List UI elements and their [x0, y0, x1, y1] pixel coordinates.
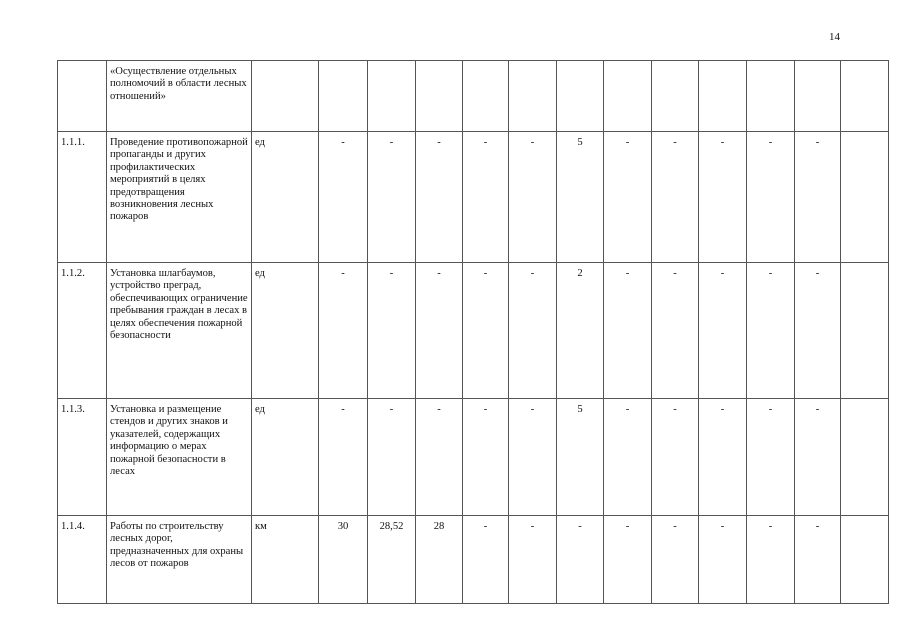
- value-cell: [747, 61, 795, 132]
- value-cell: -: [795, 399, 841, 516]
- value-cell: -: [509, 132, 557, 263]
- value-cell: -: [509, 399, 557, 516]
- value-cell: 5: [557, 132, 604, 263]
- value-cell: -: [463, 399, 509, 516]
- row-name-cell: Установка шлагбаумов, устройство преград, обеспечивающих ограничение пребывания граждан в лесах в целях обеспечения пожарной безопасности: [107, 263, 252, 399]
- value-cell: -: [319, 399, 368, 516]
- value-cell: -: [604, 516, 652, 604]
- table-row: [58, 132, 889, 263]
- value-cell: [509, 61, 557, 132]
- row-name-cell: Проведение противопожарной пропаганды и других профилактических мероприятий в целях предотвращения возникновения лесных пожаров: [107, 132, 252, 263]
- value-cell: -: [747, 399, 795, 516]
- value-cell: 28,52: [368, 516, 416, 604]
- value-cell: [841, 263, 889, 399]
- value-cell: -: [463, 263, 509, 399]
- value-cell: -: [699, 399, 747, 516]
- value-cell: -: [747, 516, 795, 604]
- value-cell: -: [652, 516, 699, 604]
- value-cell: [841, 516, 889, 604]
- value-cell: -: [416, 263, 463, 399]
- table-row: [58, 516, 889, 604]
- value-cell: -: [699, 263, 747, 399]
- value-cell: -: [557, 516, 604, 604]
- value-cell: [841, 399, 889, 516]
- page-number: 14: [829, 31, 840, 43]
- row-unit-cell: км: [252, 516, 319, 604]
- value-cell: [652, 61, 699, 132]
- value-cell: -: [604, 132, 652, 263]
- value-cell: -: [699, 132, 747, 263]
- value-cell: -: [368, 263, 416, 399]
- row-name-cell: Работы по строительству лесных дорог, предназначенных для охраны лесов от пожаров: [107, 516, 252, 604]
- value-cell: -: [795, 263, 841, 399]
- value-cell: -: [699, 516, 747, 604]
- row-number-cell: 1.1.4.: [58, 516, 107, 604]
- value-cell: -: [795, 516, 841, 604]
- value-cell: 30: [319, 516, 368, 604]
- table-row: [58, 399, 889, 516]
- value-cell: -: [652, 263, 699, 399]
- value-cell: -: [416, 399, 463, 516]
- value-cell: 2: [557, 263, 604, 399]
- value-cell: -: [463, 516, 509, 604]
- value-cell: -: [416, 132, 463, 263]
- value-cell: [368, 61, 416, 132]
- value-cell: -: [509, 263, 557, 399]
- value-cell: -: [368, 399, 416, 516]
- row-name-cell: «Осуществление отдельных полномочий в области лесных отношений»: [107, 61, 252, 132]
- value-cell: [841, 132, 889, 263]
- value-cell: -: [747, 132, 795, 263]
- value-cell: -: [795, 132, 841, 263]
- value-cell: -: [319, 263, 368, 399]
- value-cell: [319, 61, 368, 132]
- value-cell: -: [319, 132, 368, 263]
- measures-table: [57, 60, 889, 604]
- row-number-cell: 1.1.1.: [58, 132, 107, 263]
- value-cell: 5: [557, 399, 604, 516]
- value-cell: -: [652, 399, 699, 516]
- value-cell: -: [652, 132, 699, 263]
- row-name-cell: Установка и размещение стендов и других знаков и указателей, содержащих информацию о мерах пожарной безопасности в лесах: [107, 399, 252, 516]
- row-number-cell: [58, 61, 107, 132]
- table-row: [58, 61, 889, 132]
- value-cell: [463, 61, 509, 132]
- value-cell: [841, 61, 889, 132]
- row-number-cell: 1.1.2.: [58, 263, 107, 399]
- value-cell: -: [747, 263, 795, 399]
- value-cell: [699, 61, 747, 132]
- value-cell: [416, 61, 463, 132]
- value-cell: -: [509, 516, 557, 604]
- row-unit-cell: [252, 61, 319, 132]
- value-cell: 28: [416, 516, 463, 604]
- value-cell: [557, 61, 604, 132]
- value-cell: -: [604, 263, 652, 399]
- row-unit-cell: ед: [252, 263, 319, 399]
- row-unit-cell: ед: [252, 132, 319, 263]
- value-cell: -: [604, 399, 652, 516]
- table-row: [58, 263, 889, 399]
- row-unit-cell: ед: [252, 399, 319, 516]
- row-number-cell: 1.1.3.: [58, 399, 107, 516]
- value-cell: [795, 61, 841, 132]
- value-cell: -: [368, 132, 416, 263]
- value-cell: -: [463, 132, 509, 263]
- value-cell: [604, 61, 652, 132]
